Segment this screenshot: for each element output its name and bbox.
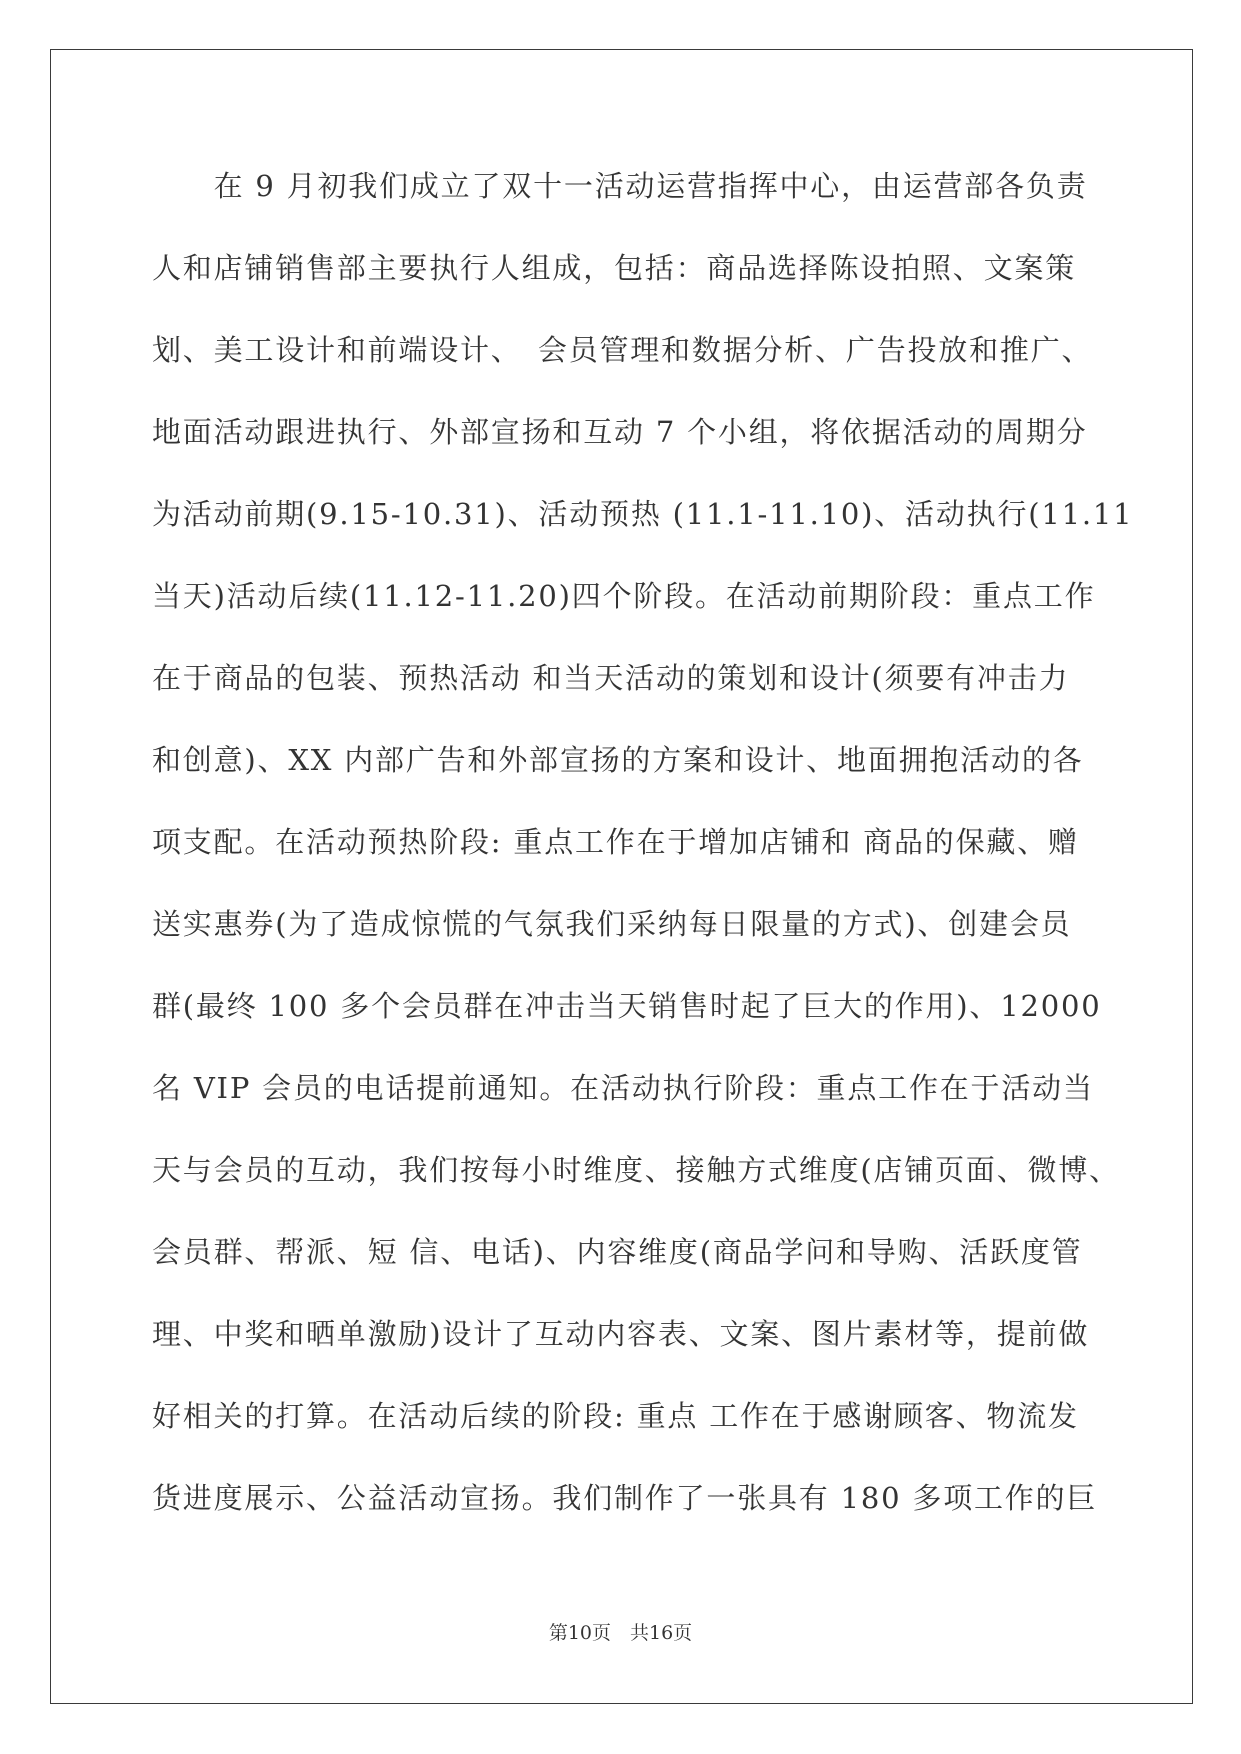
- text-line: 为活动前期(9.15-10.31)、活动预热 (11.1-11.10)、活动执行(11.11: [152, 497, 1134, 531]
- text-line: 天与会员的互动，我们按每小时维度、接触方式维度(店铺页面、微博、: [152, 1153, 1120, 1187]
- text-line: 群(最终 100 多个会员群在冲击当天销售时起了巨大的作用)、12000: [152, 989, 1102, 1023]
- text-line: 项支配。在活动预热阶段: 重点工作在于增加店铺和 商品的保藏、赠: [152, 825, 1079, 859]
- page-number-footer: 第10页 共16页: [548, 1622, 693, 1644]
- text-line: 名 VIP 会员的电话提前通知。在活动执行阶段：重点工作在于活动当: [152, 1071, 1094, 1105]
- text-line: 在于商品的包装、预热活动 和当天活动的策划和设计(须要有冲击力: [152, 661, 1070, 695]
- text-line: 送实惠券(为了造成惊慌的气氛我们采纳每日限量的方式)、创建会员: [152, 907, 1072, 941]
- body-paragraph: [152, 162, 1134, 1556]
- text-line: 地面活动跟进执行、外部宣扬和互动 7 个小组，将依据活动的周期分: [152, 415, 1088, 449]
- text-line: 和创意)、XX 内部广告和外部宣扬的方案和设计、地面拥抱活动的各: [152, 743, 1084, 777]
- text-line: 人和店铺销售部主要执行人组成，包括：商品选择陈设拍照、文案策: [152, 251, 1077, 285]
- text-line: 好相关的打算。在活动后续的阶段: 重点 工作在于感谢顾客、物流发: [152, 1399, 1079, 1433]
- text-line: 会员群、帮派、短 信、电话)、内容维度(商品学问和导购、活跃度管: [152, 1235, 1083, 1269]
- text-line: 理、中奖和晒单激励)设计了互动内容表、文案、图片素材等，提前做: [152, 1317, 1090, 1351]
- text-line: 划、美工设计和前端设计、 会员管理和数据分析、广告投放和推广、: [152, 333, 1093, 367]
- text-line: 货进度展示、公益活动宣扬。我们制作了一张具有 180 多项工作的巨: [152, 1481, 1098, 1515]
- text-line: 在 9 月初我们成立了双十一活动运营指挥中心，由运营部各负责: [152, 169, 1088, 203]
- text-line: 当天)活动后续(11.12-11.20)四个阶段。在活动前期阶段：重点工作: [152, 579, 1096, 613]
